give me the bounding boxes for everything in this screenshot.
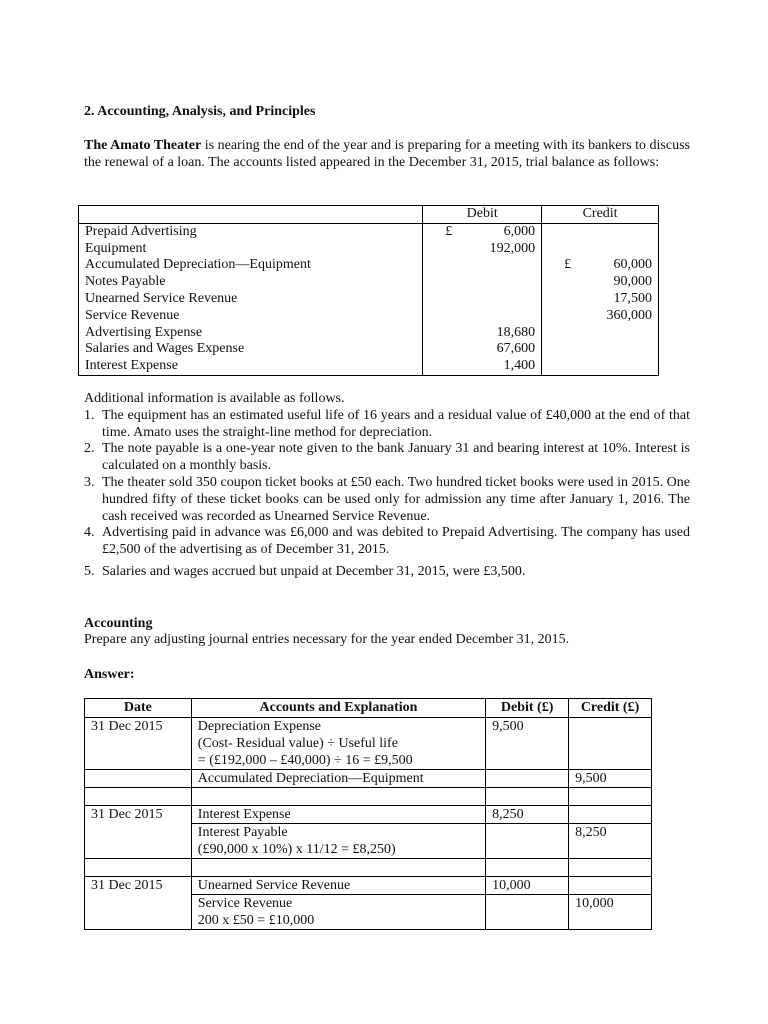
credit-amount: 8,250 (569, 824, 652, 859)
company-name: The Amato Theater (84, 138, 202, 153)
header-credit: Credit (542, 206, 659, 224)
explanation-line: (Cost- Residual value) ÷ Useful life (197, 736, 398, 751)
header-account (79, 206, 423, 224)
table-row (85, 859, 652, 877)
item-text: Salaries and wages accrued but unpaid at December 31, 2015, were £3,500. (102, 563, 526, 579)
debit-value (423, 291, 542, 308)
entry-date: 31 Dec 2015 (85, 877, 192, 895)
table-row (85, 770, 652, 788)
item-text: Advertising paid in advance was £6,000 and was debited to Prepaid Advertising. The company has used £2,500 of the advertising as of December 31, 2015. (102, 525, 690, 558)
intro-paragraph (84, 138, 690, 171)
account-name: Notes Payable (79, 274, 423, 291)
explanation-line: = (£192,000 – £40,000) ÷ 16 = £9,500 (197, 753, 413, 768)
account-name: Equipment (79, 241, 423, 258)
debit-account: Interest Expense (191, 806, 485, 824)
header-accounts: Accounts and Explanation (191, 699, 485, 718)
debit-account: Unearned Service Revenue (191, 877, 485, 895)
debit-account: Depreciation Expense (197, 719, 322, 734)
item-number: 4. (84, 525, 95, 541)
item-number: 3. (84, 474, 95, 490)
explanation-line: (£90,000 x 10%) x 11/12 = £8,250) (197, 842, 396, 857)
account-name: Salaries and Wages Expense (79, 341, 423, 358)
account-name: Advertising Expense (79, 325, 423, 342)
credit-account: Interest Payable (197, 825, 288, 840)
entry-date: 31 Dec 2015 (85, 806, 192, 824)
item-text: The theater sold 350 coupon ticket books at £50 each. Two hundred ticket books were used in 2015. One hundred fifty of these ticket books can be used only for admission any time after January 1, 2016. The cash received was recorded as Unearned Service Revenue. (102, 474, 690, 524)
journal-header (85, 699, 652, 718)
debit-value (423, 308, 542, 325)
credit-account: Service Revenue (197, 896, 293, 911)
table-row (85, 877, 652, 895)
list-item (84, 475, 690, 525)
list-item (84, 408, 690, 442)
item-text: The equipment has an estimated useful life of 16 years and a residual value of £40,000 at the end of that time. Amato uses the straight-line method for depreciation. (102, 407, 690, 440)
debit-amount: 8,250 (486, 806, 569, 824)
debit-amount: 9,500 (486, 718, 569, 770)
table-row (79, 241, 659, 258)
table-row (79, 325, 659, 342)
table-row (85, 824, 652, 859)
section-title: 2. Accounting, Analysis, and Principles (84, 104, 316, 119)
debit-value: 192,000 (423, 241, 542, 258)
item-number: 5. (84, 563, 95, 579)
credit-account: Accumulated Depreciation—Equipment (191, 770, 485, 788)
table-row (79, 274, 659, 291)
list-item (84, 564, 690, 581)
account-name: Interest Expense (79, 358, 423, 375)
table-row (79, 291, 659, 308)
header-date: Date (85, 699, 192, 718)
credit-value: 360,000 (542, 308, 659, 325)
answer-label: Answer: (84, 667, 135, 682)
credit-value (542, 358, 659, 375)
trial-balance-table (78, 205, 659, 376)
credit-value (542, 223, 659, 240)
table-row (79, 341, 659, 358)
table-row (85, 788, 652, 806)
credit-value (542, 325, 659, 342)
header-debit: Debit (423, 206, 542, 224)
table-row (79, 308, 659, 325)
credit-value (542, 341, 659, 358)
credit-value: 60,000 (613, 257, 652, 273)
additional-info (84, 391, 690, 581)
debit-value: 1,400 (423, 358, 542, 375)
table-row (85, 895, 652, 930)
credit-amount: 9,500 (569, 770, 652, 788)
list-item (84, 525, 690, 559)
header-credit: Credit (£) (569, 699, 652, 718)
currency-symbol: £ (564, 257, 572, 273)
credit-value: 90,000 (542, 274, 659, 291)
currency-symbol: £ (445, 223, 453, 239)
additional-info-intro: Additional information is available as follows. (84, 391, 345, 406)
table-row (85, 718, 652, 770)
debit-value (423, 257, 542, 274)
account-name: Unearned Service Revenue (79, 291, 423, 308)
debit-value: 18,680 (423, 325, 542, 342)
item-text: The note payable is a one-year note given to the bank January 31 and bearing interest at 10%. Interest is calculated on a monthly basis. (102, 441, 690, 474)
debit-value: 67,600 (423, 341, 542, 358)
item-number: 2. (84, 441, 95, 457)
header-debit: Debit (£) (486, 699, 569, 718)
account-name: Accumulated Depreciation—Equipment (79, 257, 423, 274)
credit-amount: 10,000 (569, 895, 652, 930)
explanation-line: 200 x £50 = £10,000 (197, 913, 315, 928)
trial-balance-header (79, 206, 659, 224)
table-row (85, 806, 652, 824)
table-row (79, 223, 659, 240)
credit-value: 17,500 (542, 291, 659, 308)
debit-amount: 10,000 (486, 877, 569, 895)
account-name: Prepaid Advertising (79, 223, 423, 240)
accounting-heading: Accounting (84, 616, 153, 631)
accounting-text: Prepare any adjusting journal entries necessary for the year ended December 31, 2015. (84, 632, 570, 647)
debit-value (423, 274, 542, 291)
intro-text: is nearing the end of the year and is preparing for a meeting with its bankers to discuss the renewal of a loan. The accounts listed appeared in the December 31, 2015, trial balance as follows: (84, 138, 690, 170)
table-row (79, 358, 659, 375)
entry-date: 31 Dec 2015 (85, 718, 192, 770)
debit-value: 6,000 (503, 223, 536, 239)
credit-value (542, 241, 659, 258)
journal-table (84, 698, 652, 930)
list-item (84, 441, 690, 475)
table-row (79, 257, 659, 274)
account-name: Service Revenue (79, 308, 423, 325)
item-number: 1. (84, 407, 95, 423)
